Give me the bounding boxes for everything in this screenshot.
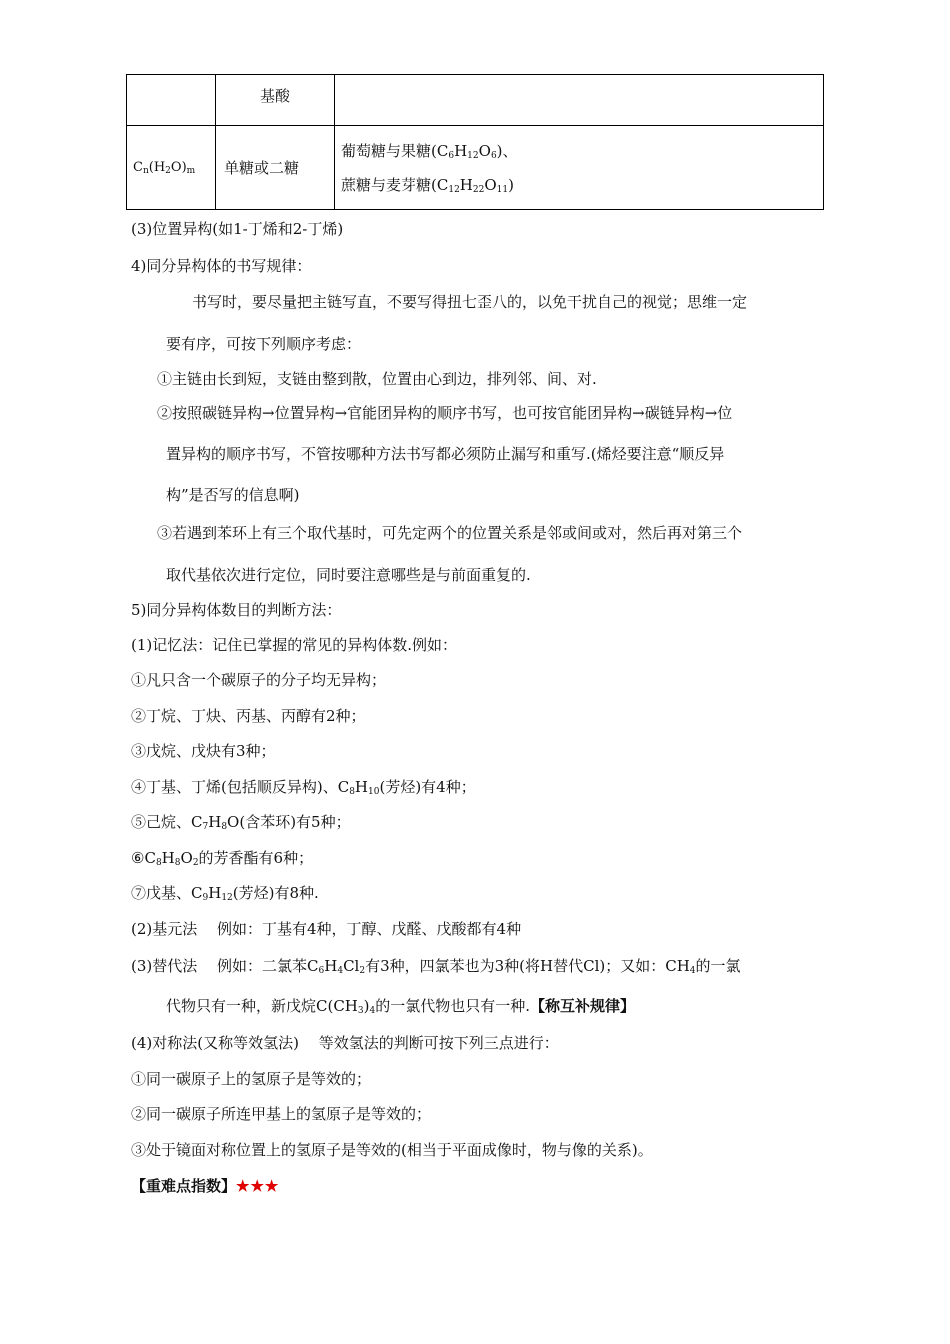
- example-line: 蔗糖与麦芽糖$(C_{12}H_{22}O_{11})$: [341, 175, 514, 195]
- text-line: 取代基依次进行定位，同时要注意哪些是与前面重复的.: [166, 566, 531, 584]
- list-item: ③若遇到苯环上有三个取代基时，可先定两个的位置关系是邻或间或对，然后再对第三个: [157, 524, 743, 542]
- star-icon: ★★★: [236, 1177, 280, 1195]
- list-item: ③戊烷、戊炔有3种；: [131, 742, 276, 760]
- examples-cell: [335, 126, 824, 210]
- list-item: ②同一碳原子所连甲基上的氢原子是等效的；: [131, 1105, 432, 1123]
- text-line: 书写时，要尽量把主链写直，不要写得扭七歪八的，以免干扰自己的视觉；思维一定: [192, 293, 748, 311]
- compound-table: [126, 74, 824, 210]
- list-item: $⑥C_8H_8O_2$的芳香酯有6种；: [131, 849, 314, 868]
- list-item: ①同一碳原子上的氢原子是等效的；: [131, 1070, 372, 1088]
- table-row: [127, 75, 824, 126]
- list-item: ②按照碳链异构→位置异构→官能团异构的顺序书写，也可按官能团异构→碳链异构→位: [157, 404, 733, 422]
- table-row: [127, 126, 824, 210]
- table-cell: [335, 75, 824, 126]
- text-line: 置异构的顺序书写，不管按哪种方法书写都必须防止漏写和重写.(烯烃要注意“顺反异: [166, 445, 725, 463]
- section-heading: 5)同分异构体数目的判断方法：: [131, 601, 342, 619]
- text-line: (4)对称法(又称等效氢法) 等效氢法的判断可按下列三点进行：: [131, 1034, 559, 1052]
- formula-cell: $C_n(H_2O)_m$: [127, 126, 216, 210]
- difficulty-label: 【重难点指数】: [131, 1177, 237, 1195]
- text-line: 代物只有一种，新戊烷$C(CH_3)_4$的一氯代物也只有一种.【称互补规律】: [166, 997, 636, 1016]
- list-item: ①凡只含一个碳原子的分子均无异构；: [131, 671, 387, 689]
- list-item: ③处于镜面对称位置上的氢原子是等效的(相当于平面成像时，物与像的关系)。: [131, 1141, 653, 1159]
- table-cell: [127, 75, 216, 126]
- text-line: (2)基元法 例如：丁基有4种，丁醇、戊醛、戊酸都有4种: [131, 920, 522, 938]
- text-line: 构”是否写的信息啊): [166, 486, 300, 504]
- text-line: 要有序，可按下列顺序考虑：: [166, 335, 362, 353]
- list-item: ①主链由长到短，支链由整到散，位置由心到边，排列邻、间、对.: [157, 370, 597, 388]
- category-cell: 单糖或二糖: [216, 126, 335, 210]
- list-item: ⑤己烷、$C_7H_8O$(含苯环)有5种；: [131, 813, 351, 832]
- section-heading: 4)同分异构体的书写规律：: [131, 257, 312, 275]
- text-line: (3)替代法 例如：二氯苯$C_6H_4Cl_2$有3种，四氯苯也为3种(将H替代Cl)；又如：$CH_4$的一氯: [131, 957, 741, 976]
- text-line: (1)记忆法：记住已掌握的常见的异构体数.例如：: [131, 636, 458, 654]
- list-item: ④丁基、丁烯(包括顺反异构)、$C_8H_{10}$(芳烃)有4种；: [131, 778, 476, 797]
- table-cell: 基酸: [216, 75, 335, 126]
- list-item: ②丁烷、丁炔、丙基、丙醇有2种；: [131, 707, 366, 725]
- list-item: ⑦戊基、$C_9H_{12}$(芳烃)有8种.: [131, 884, 319, 903]
- difficulty-rating: [131, 1175, 279, 1196]
- emphasis-label: 【称互补规律】: [530, 997, 636, 1015]
- text-line: (3)位置异构(如1-丁烯和2-丁烯): [131, 220, 344, 238]
- example-line: 葡萄糖与果糖$(C_6H_{12}O_6)$、: [341, 141, 518, 161]
